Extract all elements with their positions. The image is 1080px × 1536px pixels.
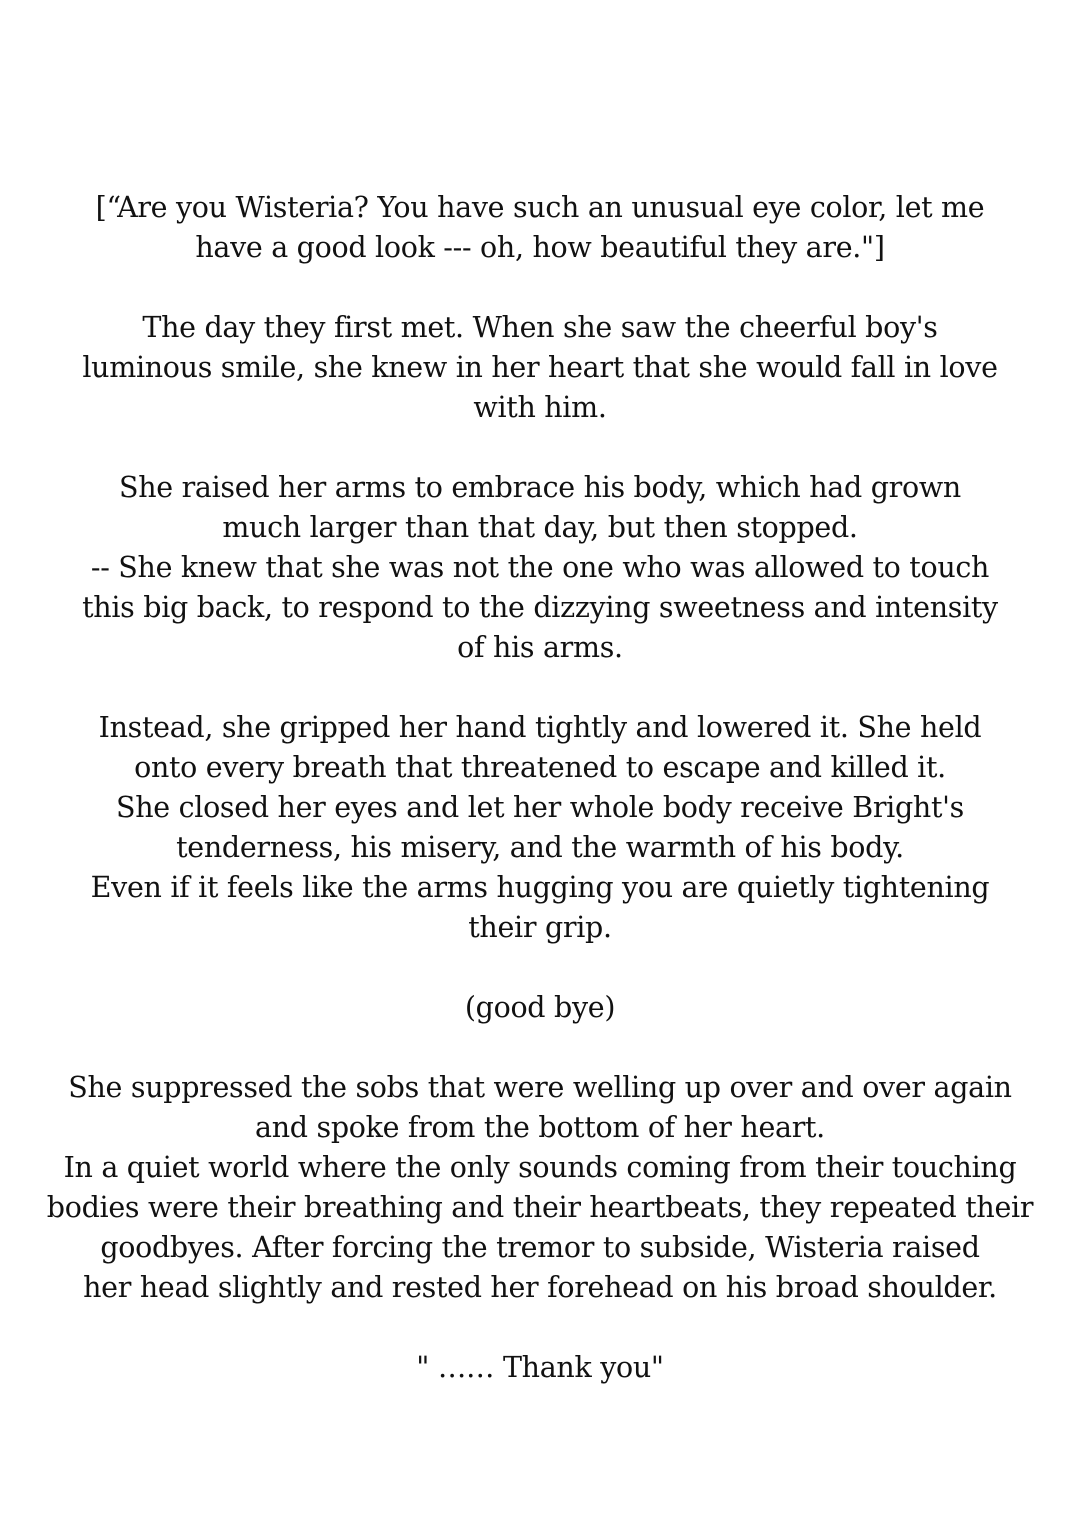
text-line: their grip. [468, 911, 612, 944]
text-line: -- She knew that she was not the one who was allowed to touch [90, 551, 990, 584]
text-line: tenderness, his misery, and the warmth of his body. [176, 831, 904, 864]
text-line: her head slightly and rested her forehead on his broad shoulder. [83, 1271, 997, 1304]
text-line: of his arms. [457, 631, 623, 664]
text-line: [“Are you Wisteria? You have such an unusual eye color, let me [95, 191, 985, 224]
text-line: In a quiet world where the only sounds coming from their touching [63, 1151, 1017, 1184]
paragraph-opening-quote [0, 188, 1080, 268]
text-line: with him. [473, 391, 607, 424]
paragraph-embrace [0, 468, 1080, 668]
text-line: goodbyes. After forcing the tremor to subside, Wisteria raised [100, 1231, 980, 1264]
paragraph-good-bye [0, 988, 1080, 1028]
text-line: much larger than that day, but then stopped. [222, 511, 858, 544]
text-line: The day they first met. When she saw the cheerful boy's [142, 311, 938, 344]
paragraph-thank-you [0, 1348, 1080, 1388]
text-line: Even if it feels like the arms hugging you are quietly tightening [90, 871, 990, 904]
text-line: She raised her arms to embrace his body, which had grown [119, 471, 961, 504]
text-line: this big back, to respond to the dizzying sweetness and intensity [82, 591, 998, 624]
text-line: have a good look --- oh, how beautiful they are."] [195, 231, 885, 264]
text-line: She suppressed the sobs that were welling up over and over again [68, 1071, 1012, 1104]
paragraph-first-meeting [0, 308, 1080, 428]
text-line: onto every breath that threatened to escape and killed it. [134, 751, 946, 784]
story-text [0, 188, 1080, 1428]
text-line: and spoke from the bottom of her heart. [255, 1111, 825, 1144]
paragraph-suppressed-sobs [0, 1068, 1080, 1308]
text-line: luminous smile, she knew in her heart that she would fall in love [82, 351, 998, 384]
text-line: bodies were their breathing and their heartbeats, they repeated their [46, 1191, 1034, 1224]
text-line: (good bye) [464, 991, 616, 1024]
text-line: She closed her eyes and let her whole body receive Bright's [115, 791, 965, 824]
text-line: " …… Thank you" [416, 1351, 664, 1384]
paragraph-instead [0, 708, 1080, 948]
text-line: Instead, she gripped her hand tightly and lowered it. She held [98, 711, 982, 744]
